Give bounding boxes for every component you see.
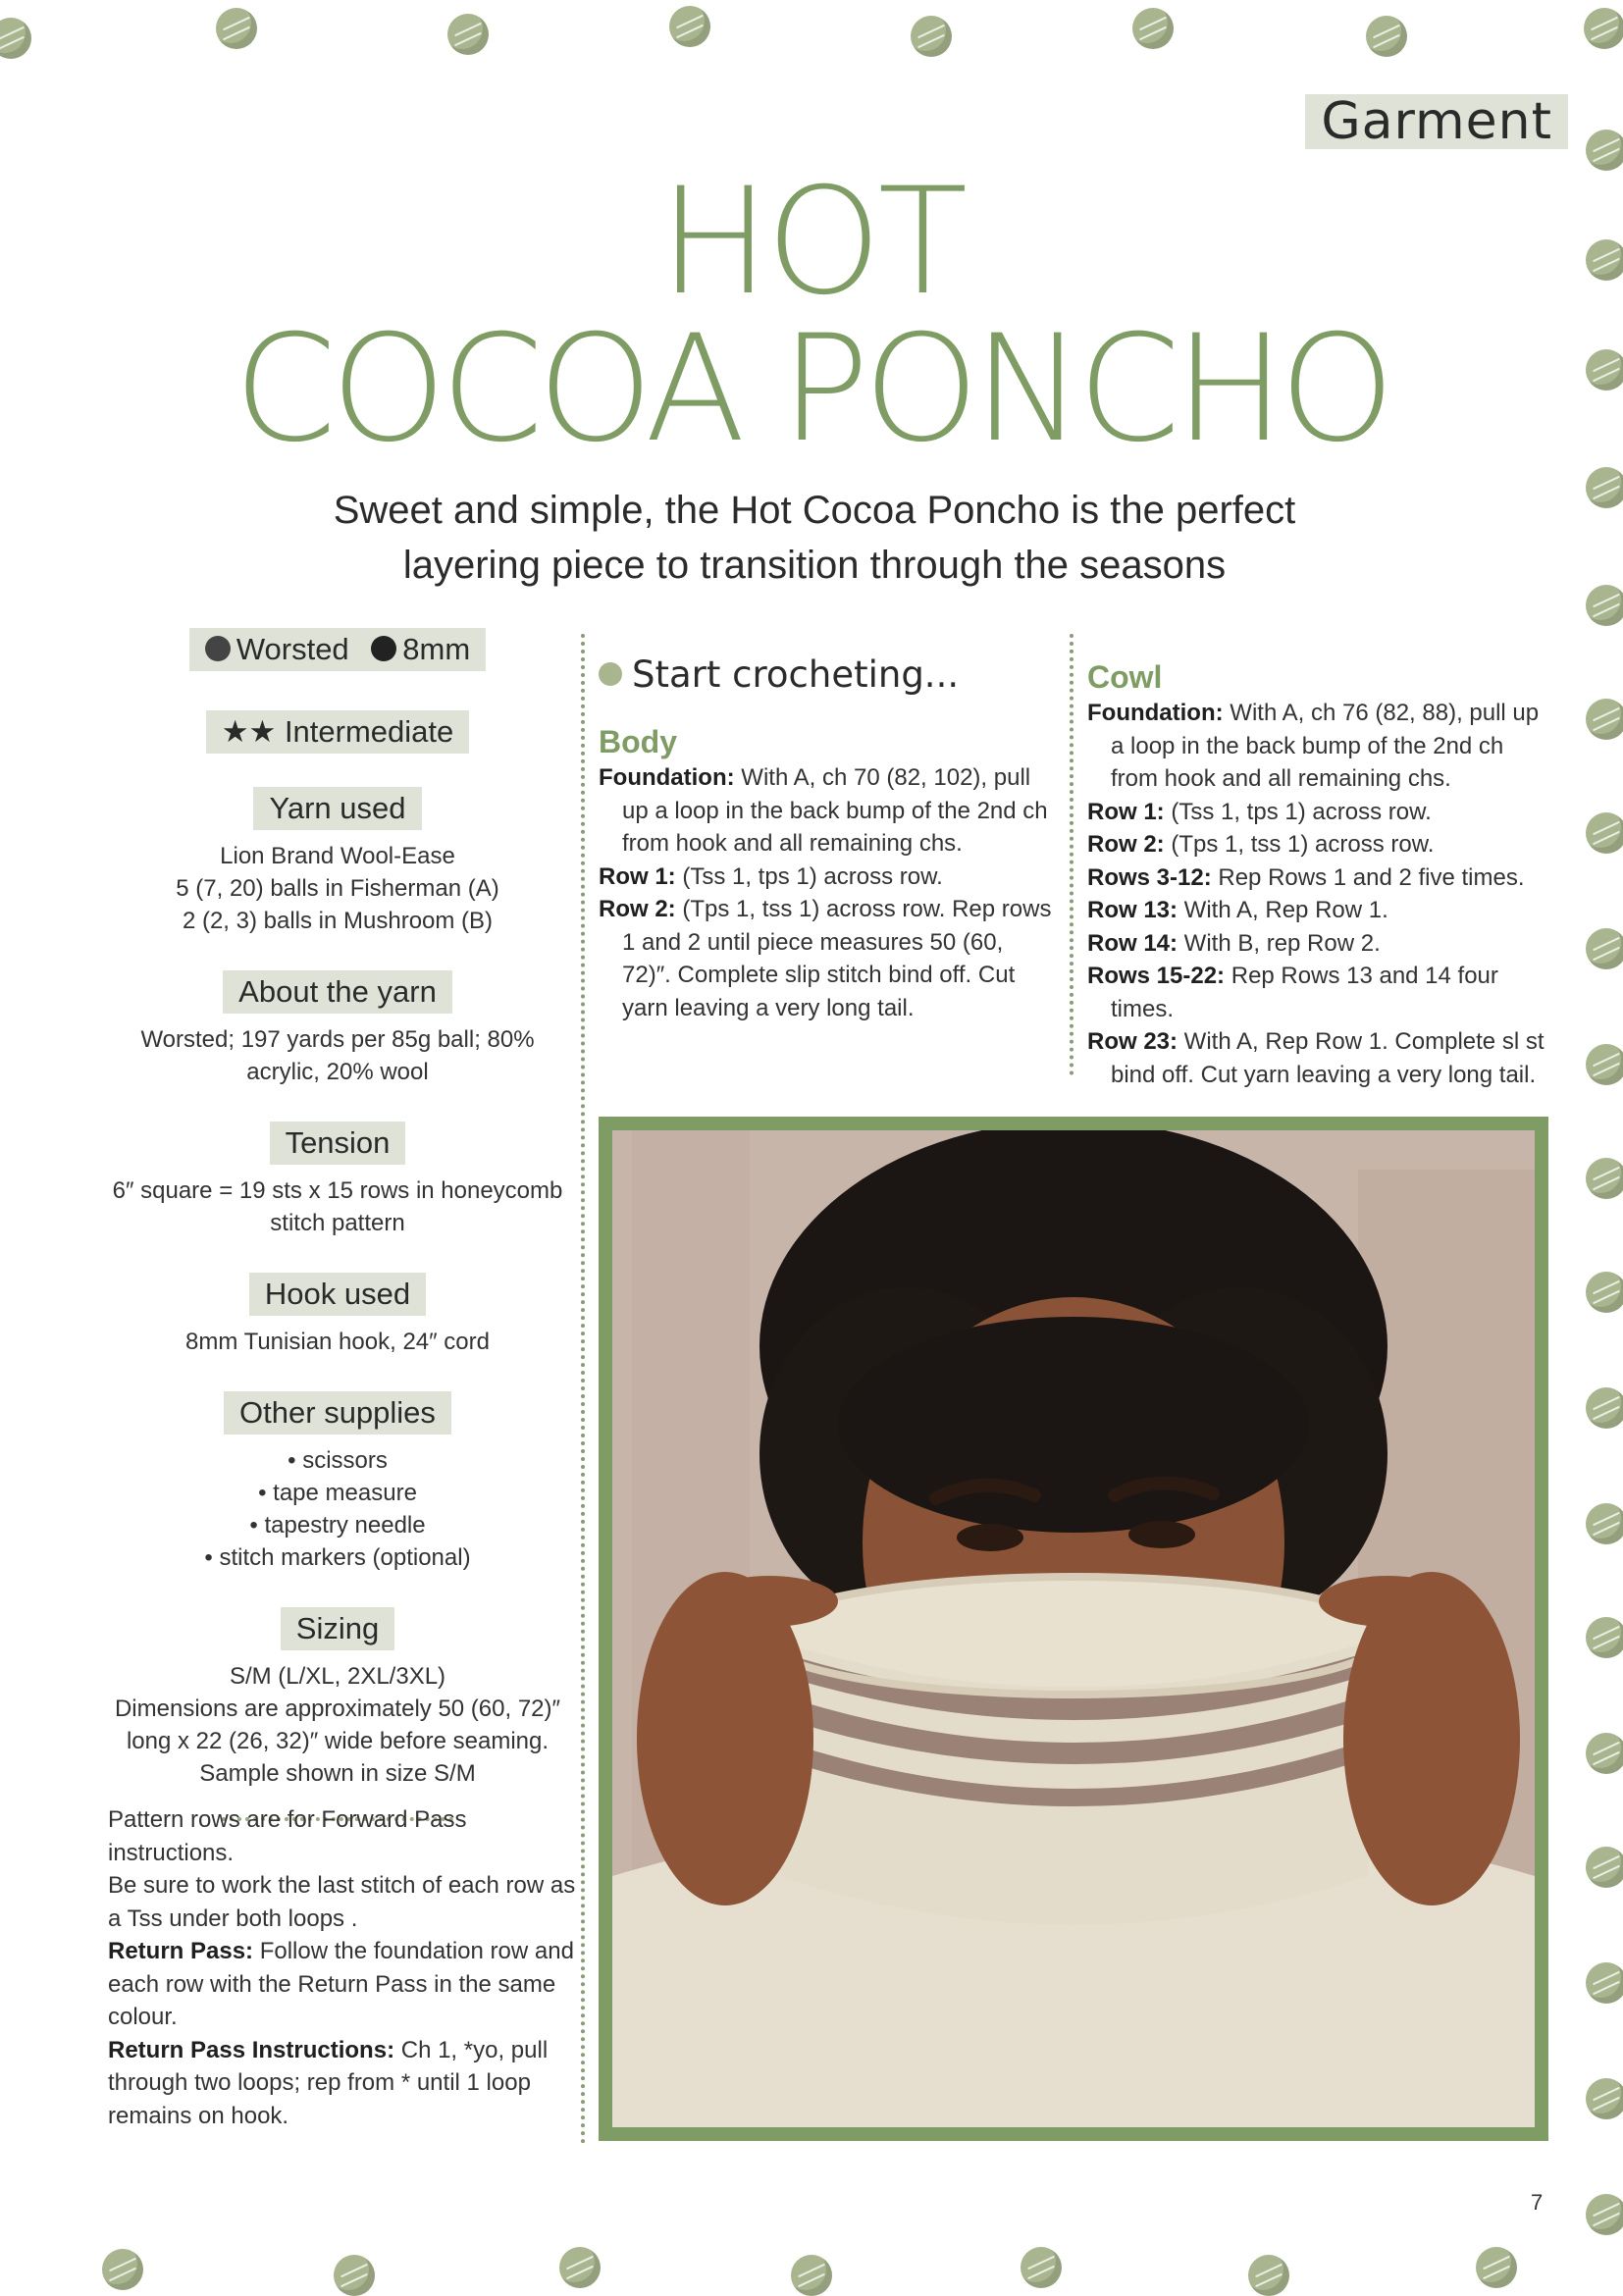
sizing-section [102, 1607, 573, 1790]
instruction-row [1087, 960, 1546, 1025]
instruction-row [1087, 697, 1546, 796]
row-text: Rep Rows 1 and 2 five times. [1211, 863, 1525, 891]
yarn-used-section [102, 787, 573, 937]
standfirst [196, 483, 1433, 593]
section-body [102, 1444, 573, 1574]
text-line: 8mm Tunisian hook, 24″ cord [185, 1329, 490, 1355]
yarn-ball-icon [791, 2255, 832, 2296]
section-heading: Sizing [281, 1607, 394, 1650]
yarn-ball-icon [669, 6, 710, 47]
instruction-row [599, 761, 1054, 861]
row-label: Rows 3-12: [1087, 863, 1212, 891]
note-paragraph [108, 2034, 579, 2133]
other-supplies-section [102, 1391, 573, 1574]
yarn-ball-icon [1586, 1044, 1623, 1085]
instruction-row [599, 861, 1054, 894]
list-item: • tape measure [102, 1477, 573, 1509]
text-line: acrylic, 20% wool [246, 1059, 429, 1085]
cowl-instructions [1087, 657, 1546, 1091]
note-label: Return Pass: [108, 1938, 254, 1964]
row-label: Row 2: [1087, 831, 1165, 858]
row-label: Foundation: [1087, 700, 1224, 726]
note-paragraph [108, 1935, 579, 2034]
row-label: Row 2: [599, 896, 676, 922]
yarn-ball-icon [334, 2255, 375, 2296]
row-label: Row 1: [1087, 798, 1165, 825]
column-divider [581, 634, 585, 2145]
row-text: (Tss 1, tps 1) across row. [1164, 798, 1432, 825]
row-text: (Tss 1, tps 1) across row. [675, 862, 943, 890]
list-item: • stitch markers (optional) [102, 1541, 573, 1574]
instruction-row [1087, 861, 1546, 895]
column-divider [1070, 634, 1073, 1075]
weight-hook-chip-row [102, 628, 573, 671]
note-label: Return Pass Instructions: [108, 2036, 395, 2063]
note-text: Follow the foundation row and each row with the Return Pass in the same colour. [108, 1938, 574, 2030]
instruction-row [599, 893, 1054, 1024]
yarn-ball-icon [1586, 1387, 1623, 1429]
section-heading: About the yarn [223, 970, 452, 1014]
row-text: With A, Rep Row 1. [1178, 897, 1388, 923]
hook-used-section [102, 1273, 573, 1358]
list-item: • tapestry needle [102, 1509, 573, 1541]
row-text: With A, ch 70 (82, 102), pull up a loop in the back bump of the 2nd ch from hook and all remaining chs. [622, 764, 1048, 857]
yarn-ball-icon [1586, 2078, 1623, 2119]
tension-section [102, 1122, 573, 1239]
difficulty-label: Intermediate [284, 714, 454, 749]
yarn-ball-icon [102, 2249, 143, 2290]
page-number: 7 [1531, 2190, 1544, 2215]
text-line: stitch pattern [270, 1210, 405, 1236]
row-text: (Tps 1, tss 1) across row. Rep rows 1 and 2 until piece measures 50 (60, 72)″. Complete slip stitch bind off. Cut yarn leaving a very long tail. [622, 896, 1052, 1021]
yarn-ball-icon [1476, 2247, 1517, 2288]
yarn-ball-icon [1586, 1962, 1623, 2004]
row-text: With A, ch 76 (82, 88), pull up a loop in the back bump of the 2nd ch from hook and all remaining chs. [1111, 700, 1540, 792]
start-heading-text: Start crocheting... [632, 653, 960, 696]
section-body [102, 1326, 573, 1358]
text-line: long x 22 (26, 32)″ wide before seaming. [126, 1728, 550, 1754]
weight-hook-chip [189, 628, 486, 671]
body-instructions [599, 722, 1054, 1024]
instruction-row [1087, 828, 1546, 861]
cowl-heading: Cowl [1087, 659, 1163, 695]
row-text: With B, rep Row 2. [1178, 929, 1381, 957]
note-paragraph: Be sure to work the last stitch of each row as a Tss under both loops . [108, 1872, 576, 1932]
yarn-ball-icon [559, 2247, 601, 2288]
row-text: With A, Rep Row 1. Complete sl st bind off. Cut yarn leaving a very long tail. [1111, 1028, 1544, 1088]
note-text: Ch 1, *yo, pull through two loops; rep from * until 1 loop remains on hook. [108, 2036, 549, 2129]
text-line: S/M (L/XL, 2XL/3XL) [229, 1663, 446, 1690]
page-title-line-1: HOT [658, 157, 965, 328]
row-text: (Tps 1, tss 1) across row. [1164, 831, 1435, 858]
yarn-ball-icon [1586, 1733, 1623, 1774]
yarn-ball-icon [1584, 8, 1623, 49]
yarn-ball-icon [1586, 585, 1623, 626]
yarn-ball-icon [1021, 2247, 1062, 2288]
standfirst-line-1: Sweet and simple, the Hot Cocoa Poncho is the perfect [333, 489, 1296, 532]
row-label: Row 14: [1087, 929, 1178, 957]
yarn-ball-icon [1586, 130, 1623, 171]
instruction-row [1087, 1025, 1546, 1091]
text-line: 5 (7, 20) balls in Fisherman (A) [176, 875, 499, 902]
list-item: • scissors [102, 1444, 573, 1477]
yarn-ball-icon [1586, 2194, 1623, 2235]
note-line: Pattern rows are for Forward Pass [108, 1806, 467, 1833]
about-yarn-section [102, 970, 573, 1088]
hook-size: 8mm [402, 632, 471, 666]
yarn-ball-icon [1586, 1158, 1623, 1199]
row-label: Rows 15-22: [1087, 963, 1226, 989]
instruction-row [1087, 796, 1546, 829]
yarn-weight: Worsted [236, 632, 349, 666]
yarn-ball-icon [1132, 8, 1174, 49]
section-body [102, 1023, 573, 1088]
pattern-info-sidebar [102, 628, 573, 1821]
text-line: 6″ square = 19 sts x 15 rows in honeycomb [112, 1177, 563, 1204]
start-heading [599, 652, 959, 699]
yarn-ball-icon [911, 16, 952, 57]
section-heading: Other supplies [224, 1391, 451, 1435]
text-line: 2 (2, 3) balls in Mushroom (B) [182, 908, 494, 934]
row-label: Row 23: [1087, 1028, 1178, 1055]
yarn-ball-icon [1586, 1503, 1623, 1544]
section-body [102, 1660, 573, 1790]
model-photo [612, 1130, 1535, 2127]
section-heading: Hook used [249, 1273, 426, 1316]
row-label: Row 1: [599, 862, 676, 890]
yarn-ball-icon [1586, 467, 1623, 508]
yarn-ball-icon [1586, 1272, 1623, 1313]
yarn-ball-icon [447, 14, 489, 55]
yarn-ball-icon [1248, 2255, 1289, 2296]
yarn-ball-icon [205, 636, 231, 661]
yarn-ball-icon [1586, 1847, 1623, 1888]
section-badge: Garment [1305, 94, 1568, 149]
photo-frame [599, 1117, 1548, 2141]
yarn-ball-icon [1586, 928, 1623, 969]
note-line: instructions. [108, 1839, 235, 1866]
row-label: Row 13: [1087, 897, 1178, 923]
yarn-ball-icon [0, 18, 31, 59]
section-heading: Tension [270, 1122, 406, 1165]
section-heading: Yarn used [253, 787, 421, 830]
model-wearing-cowl-illustration [612, 1130, 1535, 2127]
text-line: Sample shown in size S/M [199, 1760, 476, 1787]
yarn-ball-icon [1586, 1617, 1623, 1658]
yarn-ball-icon [1586, 699, 1623, 740]
text-line: Lion Brand Wool-Ease [220, 843, 455, 869]
hook-icon [371, 636, 396, 661]
text-line: Worsted; 197 yards per 85g ball; 80% [140, 1026, 535, 1053]
body-heading: Body [599, 724, 677, 759]
standfirst-line-2: layering piece to transition through the seasons [402, 544, 1227, 587]
pattern-notes [108, 1803, 579, 2132]
text-line: Dimensions are approximately 50 (60, 72)″ [114, 1696, 561, 1722]
yarn-ball-icon [216, 8, 257, 49]
yarn-ball-icon [1366, 16, 1407, 57]
difficulty-stars-icon: ★★ [221, 714, 277, 749]
difficulty-chip [206, 710, 470, 754]
row-text: Rep Rows 13 and 14 four times. [1111, 963, 1498, 1022]
section-body [102, 840, 573, 937]
instruction-row [1087, 927, 1546, 961]
row-label: Foundation: [599, 764, 735, 791]
page-title-line-2: COCOA PONCHO [234, 304, 1389, 475]
yarn-ball-icon [599, 662, 622, 686]
section-body [102, 1174, 573, 1239]
instruction-row [1087, 894, 1546, 927]
difficulty-row [102, 710, 573, 754]
yarn-ball-icon [1586, 812, 1623, 854]
